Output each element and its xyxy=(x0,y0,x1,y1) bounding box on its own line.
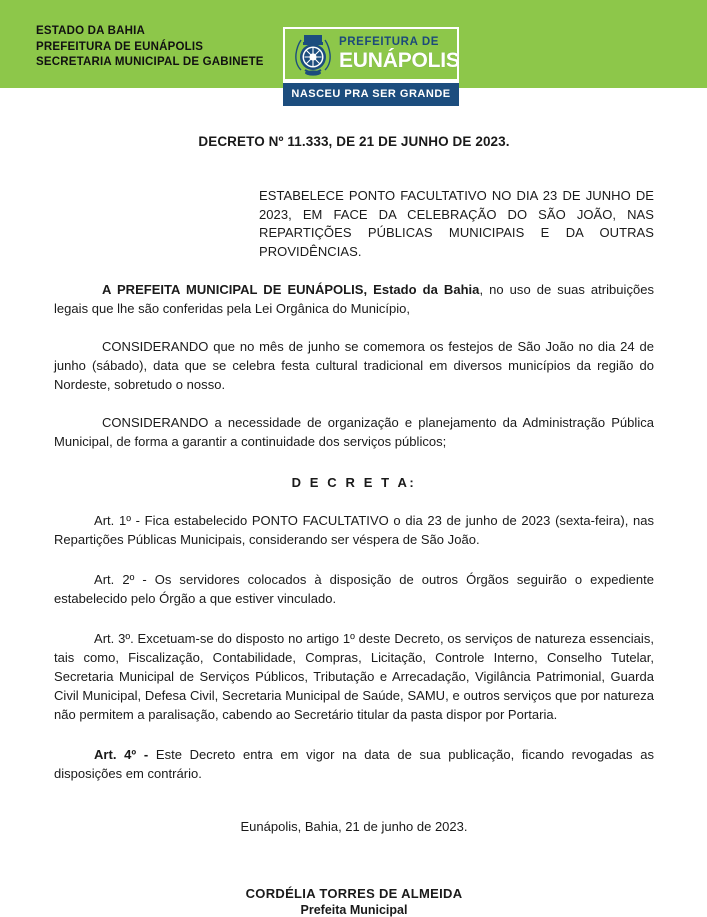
place-and-date: Eunápolis, Bahia, 21 de junho de 2023. xyxy=(240,819,468,834)
page-header xyxy=(0,0,707,100)
decreta-label: D E C R E T A: xyxy=(291,475,417,490)
article-2-text: Os servidores colocados à disposição de outros Órgãos seguirão o expediente estabelecido pelo Órgão a que estiver vinculado. xyxy=(54,572,654,606)
logo-prefeitura-text: PREFEITURA DE xyxy=(339,36,440,49)
article-3 xyxy=(54,629,654,724)
org-line-department: SECRETARIA MUNICIPAL DE GABINETE xyxy=(36,56,264,68)
article-4-lead: Art. 4º - xyxy=(94,747,156,762)
article-4 xyxy=(54,745,654,783)
considerando-2: CONSIDERANDO a necessidade de organização e planejamento da Administração Pública Municipal, de forma a garantir a continuidade dos serviços públicos; xyxy=(54,415,654,449)
logo-card xyxy=(283,27,459,81)
article-3-text: Excetuam-se do disposto no artigo 1º deste Decreto, os serviços de natureza essenciais, tais como, Fiscalização, Contabilidade, Compras, Licitação, Controle Interno, Conselho Tutelar, Secretaria Municipal de Serviços Públicos, Tributação e Arrecadação, Vigilância Patrimonial, Guarda Civil Municipal, Defesa Civil, Secretaria Municipal de Saúde, SAMU, e outros serviços que por natureza não permitem a paralisação, cabendo ao Secretário titular da pasta dispor por Portaria. xyxy=(54,631,654,722)
municipality-logo xyxy=(283,27,459,106)
coat-of-arms-icon xyxy=(291,30,335,78)
document-body xyxy=(0,134,707,917)
org-line-state: ESTADO DA BAHIA xyxy=(36,25,146,37)
article-1 xyxy=(54,511,654,549)
article-1-lead: Art. 1º - xyxy=(94,513,145,528)
preamble-rest: , no uso de suas atribuições legais que lhe são conferidas pela Lei Orgânica do Município, xyxy=(54,282,654,316)
preamble-authority: A PREFEITA MUNICIPAL DE EUNÁPOLIS, Estado da Bahia xyxy=(102,282,480,297)
considerando-1: CONSIDERANDO que no mês de junho se comemora os festejos de São João no dia 24 de junho (sábado), data que se celebra festa cultural tradicional em diversos municípios da região do Nordeste, sobretudo o nosso. xyxy=(54,339,654,392)
article-4-text: Este Decreto entra em vigor na data de sua publicação, ficando revogadas as disposições em contrário. xyxy=(54,747,654,781)
decree-summary: ESTABELECE PONTO FACULTATIVO NO DIA 23 DE JUNHO DE 2023, EM FACE DA CELEBRAÇÃO DO SÃO JOÃO, NAS REPARTIÇÕES PÚBLICAS MUNICIPAIS E DA OUTRAS PROVIDÊNCIAS. xyxy=(259,188,654,259)
organization-heading xyxy=(0,0,264,71)
signatory-role: Prefeita Municipal xyxy=(300,903,408,917)
article-1-text: Fica estabelecido PONTO FACULTATIVO o dia 23 de junho de 2023 (sexta-feira), nas Repartições Públicas Municipais, considerando ser véspera de São João. xyxy=(54,513,655,547)
logo-slogan-banner: NASCEU PRA SER GRANDE xyxy=(283,81,459,106)
decree-title: DECRETO Nº 11.333, DE 21 DE JUNHO DE 2023. xyxy=(198,134,510,149)
preamble-paragraph xyxy=(54,280,654,318)
article-2 xyxy=(54,570,654,608)
signatory-name: CORDÉLIA TORRES DE ALMEIDA xyxy=(245,886,463,901)
signature-block xyxy=(54,886,654,917)
org-line-city: PREFEITURA DE EUNÁPOLIS xyxy=(36,40,204,53)
article-2-lead: Art. 2º - xyxy=(94,572,155,587)
article-3-lead: Art. 3º. xyxy=(94,631,138,646)
logo-city-text: EUNÁPOLIS xyxy=(339,48,460,72)
